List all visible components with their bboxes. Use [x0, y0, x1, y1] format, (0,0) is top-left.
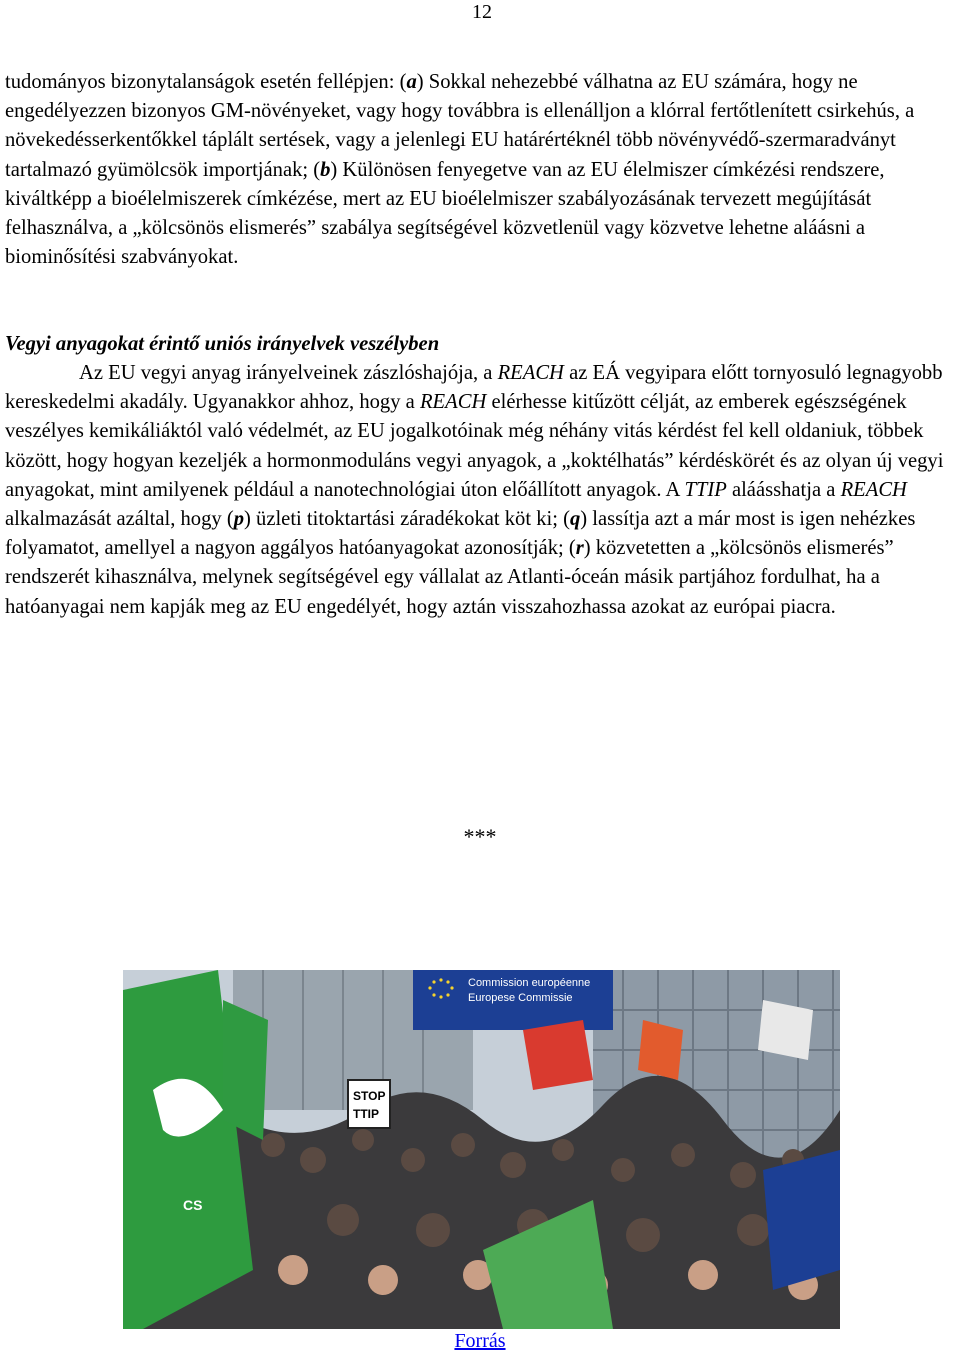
white-flag [758, 1000, 813, 1060]
section-heading: Vegyi anyagokat érintő uniós irányelvek veszélyben [5, 333, 440, 355]
protest-photo [123, 970, 840, 1329]
green-flag-small [223, 1000, 268, 1140]
reach-term-1: REACH [497, 362, 564, 384]
sign-text-line2: Europese Commissie [468, 992, 573, 1004]
reach-term-3: REACH [840, 478, 907, 501]
sign-text-line1: Commission européenne [468, 977, 591, 989]
page-number: 12 [472, 1, 492, 23]
paragraph2-text-6: ) üzleti titoktartási záradékokat köt ki; ( [244, 508, 570, 531]
paragraph-reach [5, 359, 955, 622]
reach-term-2: REACH [419, 391, 487, 414]
paragraph-gmo-labelling [5, 68, 955, 272]
placard-text-line2: TTIP [353, 1107, 379, 1121]
section-separator: *** [463, 824, 497, 849]
source-link-container [0, 1329, 960, 1353]
paragraph2-text-3: elérhesse kitűzött célját, az emberek egészségének veszélyes kemikáliáktól való védelmét, az EU jogalkotóinak még néhány vitás kérdést fel kell oldaniuk, többek között, hogy hogyan kezeljék a hormonmoduláns vegyi anyagok, a „koktélhatás” kérdéskörét és az olyan új vegyi anyagokat, mint amilyenek például a nanotechnológiai úton előállított anyagok. A [5, 391, 944, 501]
red-flag [523, 1020, 593, 1090]
paragraph2-text-8: ) közvetetten a „kölcsönös elismerés” rendszerét kihasználva, melynek segítségével egy vállalat az Atlanti-óceán másik partjához fordulhat, ha a hatóanyagai nem kapják meg az EU engedélyét, hogy aztán visszahozhassa azokat az európai piacra. [5, 537, 894, 618]
marker-q: q [569, 508, 581, 531]
paragraph2-text-7: ) lassítja azt a már most is igen nehézkes folyamatot, amellyel a nagyon aggályos hatóanyagokat azonosítják; ( [5, 508, 916, 560]
paragraph2-text-4: aláásshatja a [726, 478, 841, 501]
ttip-term: TTIP [684, 478, 727, 501]
flag-text: CS [183, 1197, 203, 1213]
marker-b: b [320, 158, 331, 181]
paragraph2-text-2: az EÁ vegyipara előtt tornyosuló legnagyobb kereskedelmi akadály. Ugyanakkor ahhoz, hogy a [5, 362, 943, 414]
marker-a: a [406, 71, 417, 93]
marker-p: p [233, 508, 245, 531]
eu-flag-bottom [763, 1150, 840, 1290]
paragraph2-text-1: Az EU vegyi anyag irányelveinek zászlóshajója, a [79, 362, 498, 384]
paragraph2-text-5: alkalmazását azáltal, hogy ( [5, 508, 234, 531]
paragraph1-text-3: ) Különösen fenyegetve van az EU élelmiszer címkézési rendszere, kiváltképp a bioélelmiszerek címkézése, mert az EU bioélelmiszer szabályozásának tervezett megújítását felhasználva, a „kölcsönös elismerés” szabálya segítségével közvetlenül vagy közvetve lehetne aláásni a biominősítési szabványokat. [5, 158, 885, 269]
orange-flag [638, 1020, 683, 1080]
paragraph1-text-2: ) Sokkal nehezebbé válhatna az EU számára, hogy ne engedélyezzen bizonyos GM-növényeket, vagy hogy továbbra is ellenálljon a klórral fertőtlenített csirkehús, a növekedésserkentőkkel táplált sertések, vagy a jelenlegi EU határértéknél több növényvédő-szermaradványt tartalmazó gyümölcsök importjának; ( [5, 71, 915, 181]
paragraph1-text-1: tudományos bizonytalanságok esetén fellépjen: ( [5, 71, 407, 93]
source-link[interactable]: Forrás [454, 1330, 506, 1352]
placard-text-line1: STOP [353, 1089, 386, 1103]
marker-r: r [575, 537, 584, 560]
